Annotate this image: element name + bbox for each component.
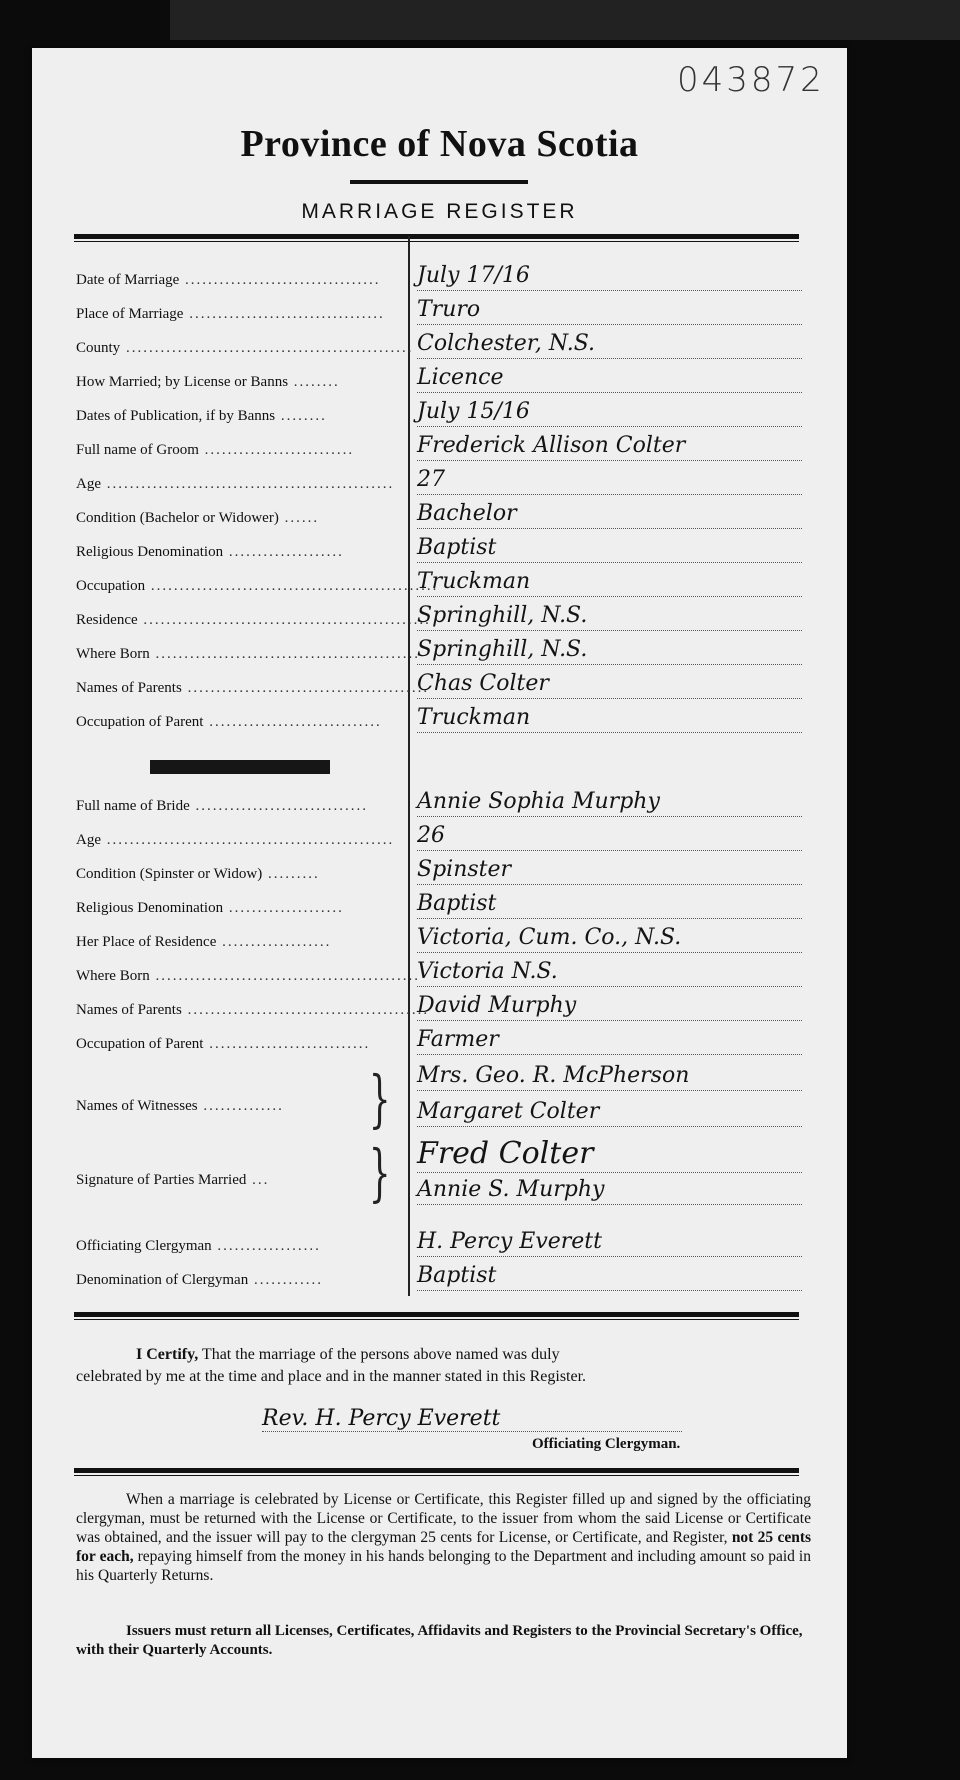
field-label-bride-parents: Names of Parents .......................................... (76, 1002, 430, 1018)
field-label-bride-age: Age .................................................. (76, 832, 395, 848)
instructions-paragraph (76, 1490, 811, 1585)
instructions-text-c: repaying himself from the money in his hands belonging to the Department and including amount so paid in his Quarterly Returns. (76, 1548, 811, 1584)
field-label-groom-parents: Names of Parents .......................................... (76, 680, 430, 696)
field-value-groom-condition: Bachelor (417, 500, 802, 529)
field-value-groom-parent-occupation: Truckman (417, 704, 802, 733)
field-value-place-of-marriage: Truro (417, 296, 802, 325)
register-form (32, 48, 847, 1758)
field-value-date-of-marriage: July 17/16 (417, 262, 802, 291)
field-value-signature-bride: Annie S. Murphy (417, 1176, 802, 1205)
title-rule (350, 180, 528, 184)
field-label-name-of-bride: Full name of Bride .............................. (76, 798, 368, 814)
field-value-groom-where-born: Springhill, N.S. (417, 636, 802, 665)
field-value-bride-condition: Spinster (417, 856, 802, 885)
field-value-dates-of-publication: July 15/16 (417, 398, 802, 427)
certify-signature-label: Officiating Clergyman. (532, 1436, 681, 1452)
field-label-groom-religion: Religious Denomination .................... (76, 544, 344, 560)
field-value-bride-religion: Baptist (417, 890, 802, 919)
certify-lead: I Certify, (136, 1346, 199, 1363)
header-rule-thin (74, 241, 799, 242)
field-value-groom-religion: Baptist (417, 534, 802, 563)
field-label-how-married: How Married; by License or Banns ........ (76, 374, 340, 390)
field-label-bride-where-born: Where Born .............................................. (76, 968, 420, 984)
field-value-bride-parent-occupation: Farmer (417, 1026, 802, 1055)
field-label-witnesses: Names of Witnesses .............. (76, 1098, 284, 1114)
field-value-groom-residence: Springhill, N.S. (417, 602, 802, 631)
field-label-groom-condition: Condition (Bachelor or Widower) ...... (76, 510, 320, 526)
certify-text (76, 1344, 806, 1366)
certify-signature: Rev. H. Percy Everett (262, 1406, 682, 1432)
field-value-name-of-groom: Frederick Allison Colter (417, 432, 802, 461)
certify-line-1: That the marriage of the persons above named was duly (201, 1346, 560, 1363)
register-number: 043872 (677, 60, 825, 100)
field-label-name-of-groom: Full name of Groom .......................... (76, 442, 355, 458)
form-title: Province of Nova Scotia (240, 123, 639, 165)
field-value-witness-1: Mrs. Geo. R. McPherson (417, 1062, 802, 1091)
bride-section-band (150, 760, 330, 774)
field-value-bride-where-born: Victoria N.S. (417, 958, 802, 987)
field-value-how-married: Licence (417, 364, 802, 393)
signatures-brace: } (368, 1136, 391, 1209)
field-value-groom-age: 27 (417, 466, 802, 495)
field-label-officiating: Officiating Clergyman .................. (76, 1238, 321, 1254)
field-value-county: Colchester, N.S. (417, 330, 802, 359)
field-label-dates-of-publication: Dates of Publication, if by Banns ........ (76, 408, 327, 424)
instructions-text-a: When a marriage is celebrated by License or Certificate, this Register filled up and signed by the officiating clergyman, must be returned with the License or Certificate, to the issuer from whom the said License or Certificate was obtained, and the issuer will pay to the clergyman 25 cents for License, or Certificate, and Register, (76, 1491, 811, 1546)
field-value-groom-parents: Chas Colter (417, 670, 802, 699)
field-label-groom-where-born: Where Born .............................................. (76, 646, 420, 662)
field-label-place-of-marriage: Place of Marriage .................................. (76, 306, 385, 322)
field-label-signatures: Signature of Parties Married ... (76, 1172, 270, 1188)
scan-top-band (170, 0, 960, 40)
field-label-bride-condition: Condition (Spinster or Widow) ......... (76, 866, 320, 882)
field-value-bride-parents: David Murphy (417, 992, 802, 1021)
field-value-name-of-bride: Annie Sophia Murphy (417, 788, 802, 817)
field-label-date-of-marriage: Date of Marriage .................................. (76, 272, 381, 288)
issuers-notice: Issuers must return all Licenses, Certificates, Affidavits and Registers to the Provincial Secretary's Office, with their Quarterly Accounts. (76, 1623, 803, 1658)
field-label-denomination-clergy: Denomination of Clergyman ............ (76, 1272, 323, 1288)
field-value-officiating: H. Percy Everett (417, 1228, 802, 1257)
field-label-groom-occupation: Occupation .................................................. (76, 578, 439, 594)
certify-line-2: celebrated by me at the time and place and in the manner stated in this Register. (76, 1368, 587, 1385)
field-label-county: County .................................................. (76, 340, 414, 356)
field-value-groom-occupation: Truckman (417, 568, 802, 597)
field-value-bride-residence: Victoria, Cum. Co., N.S. (417, 924, 802, 953)
header-rule (74, 234, 799, 239)
field-value-bride-age: 26 (417, 822, 802, 851)
field-label-groom-residence: Residence .................................................. (76, 612, 431, 628)
field-value-witness-2: Margaret Colter (417, 1098, 802, 1127)
notes-rule-thin (74, 1475, 799, 1476)
field-label-bride-residence: Her Place of Residence ................... (76, 934, 332, 950)
field-label-bride-religion: Religious Denomination .................... (76, 900, 344, 916)
field-label-groom-parent-occupation: Occupation of Parent .............................. (76, 714, 382, 730)
instructions-emphasis: not 25 cents for each, (76, 1529, 812, 1565)
column-divider (408, 236, 410, 1296)
field-value-signature-groom: Fred Colter (417, 1136, 802, 1173)
certify-rule (74, 1312, 799, 1317)
certify-rule-thin (74, 1319, 799, 1320)
field-label-groom-age: Age .................................................. (76, 476, 395, 492)
witnesses-brace: } (368, 1062, 391, 1135)
field-value-denomination-clergy: Baptist (417, 1262, 802, 1291)
notes-rule (74, 1468, 799, 1473)
field-label-bride-parent-occupation: Occupation of Parent ............................ (76, 1036, 371, 1052)
form-subtitle: MARRIAGE REGISTER (301, 200, 578, 223)
